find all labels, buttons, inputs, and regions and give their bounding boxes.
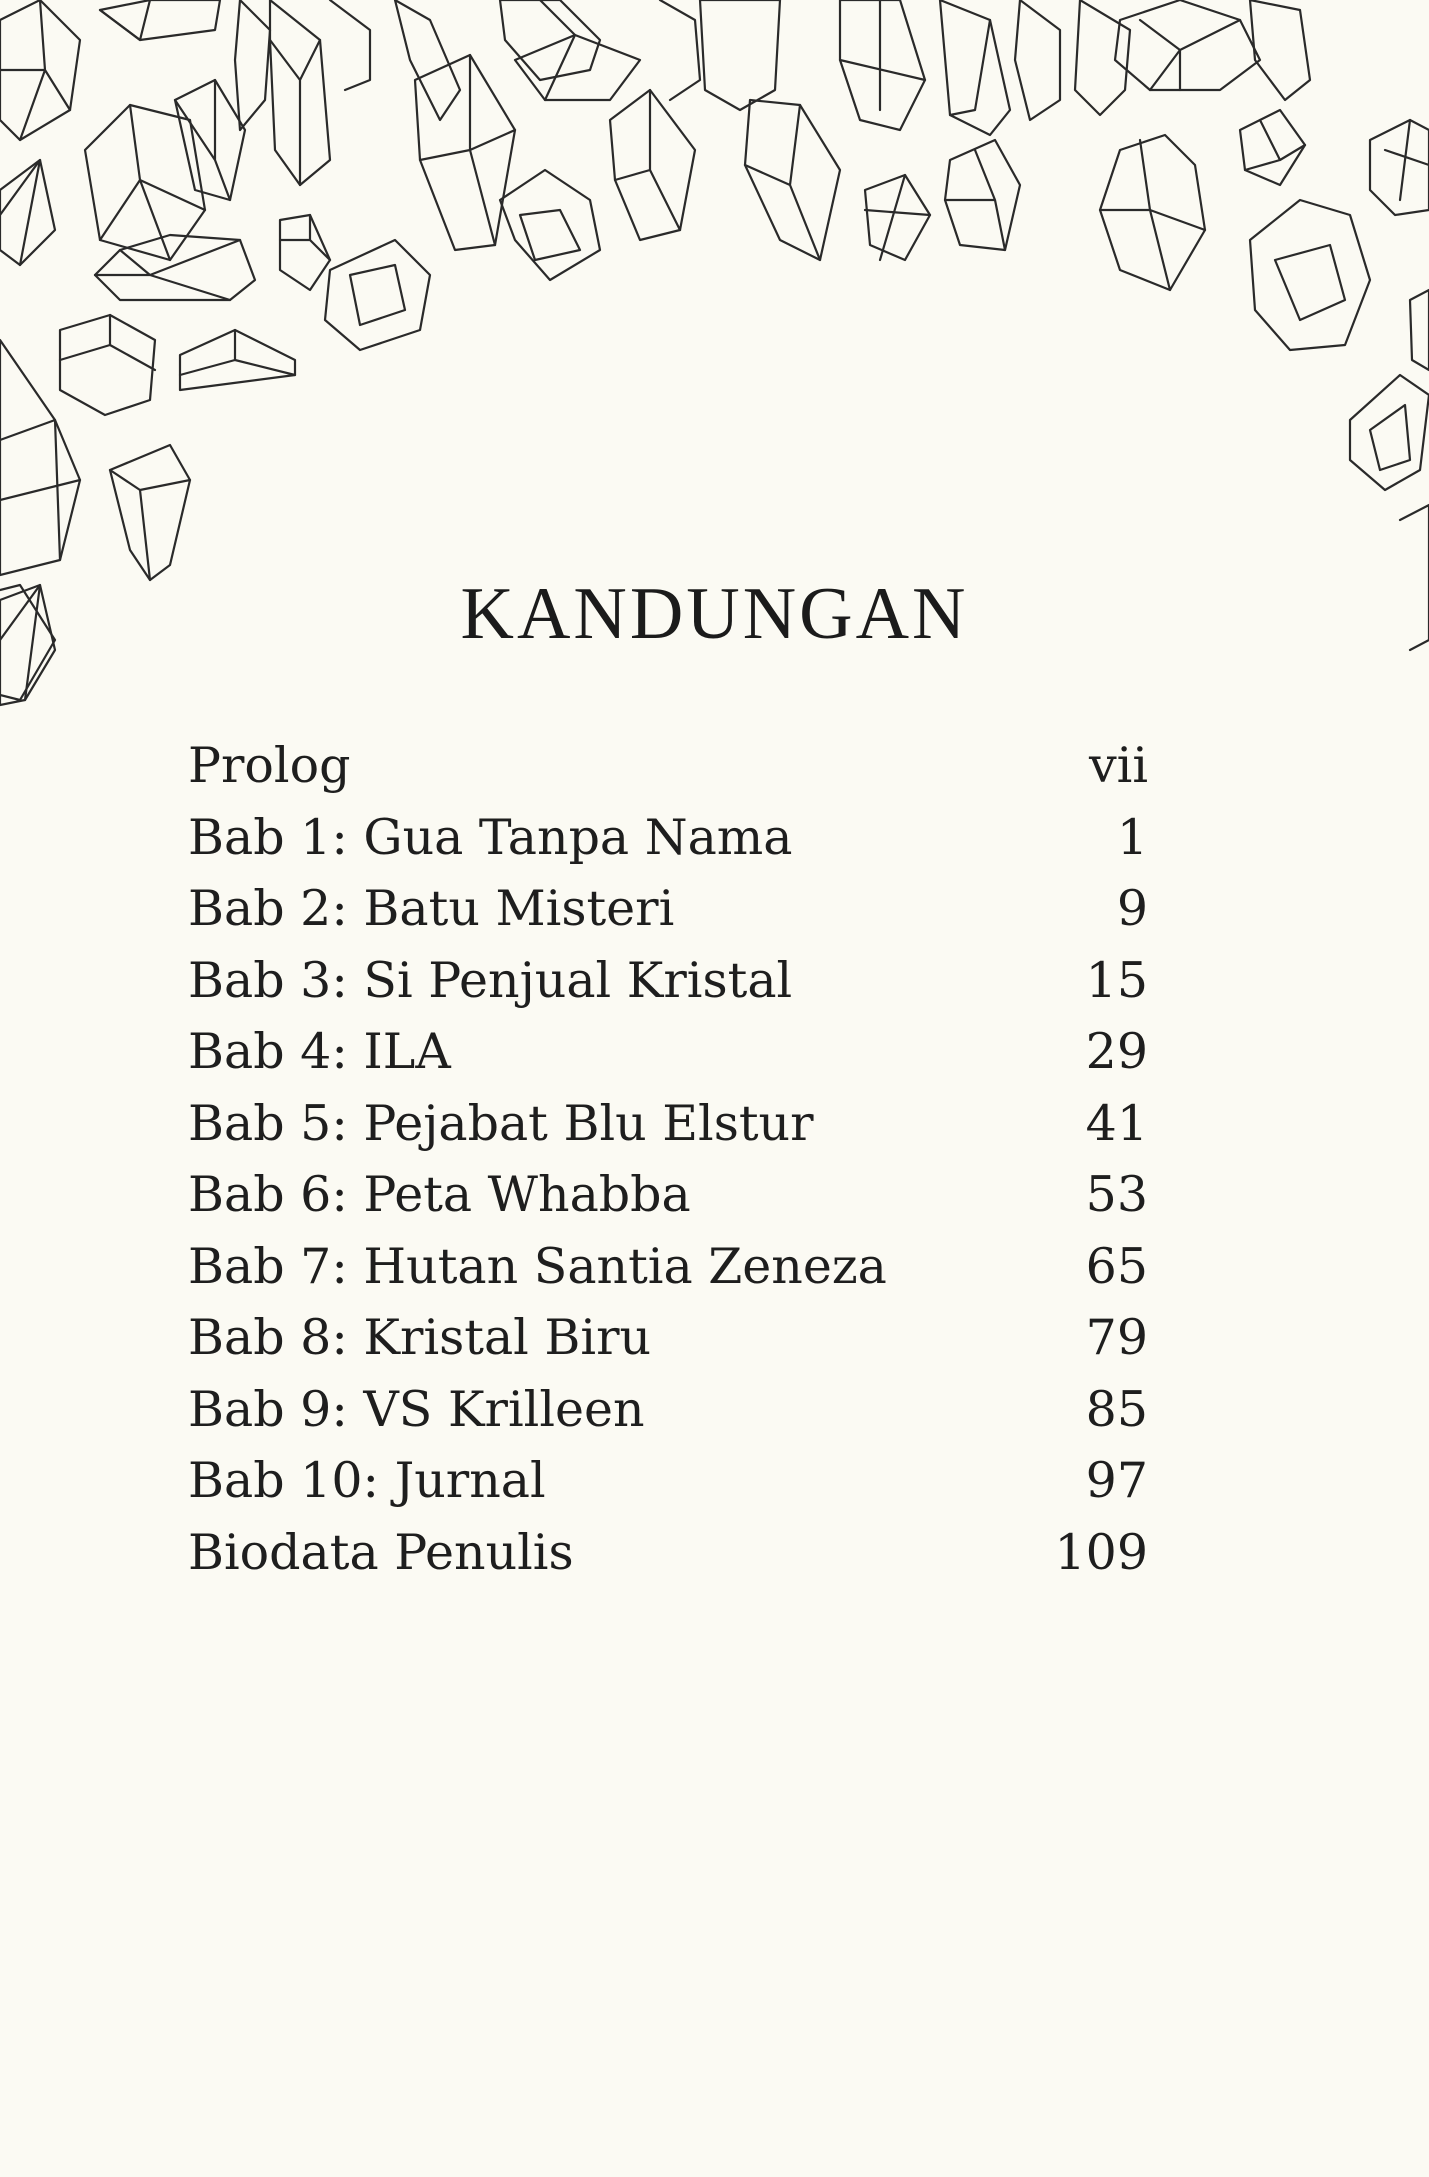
toc-entry[interactable]: [188, 1517, 1148, 1589]
table-of-contents: [188, 730, 1148, 1588]
toc-entry-title: Bab 4: ILA: [188, 1023, 451, 1080]
toc-entry[interactable]: [188, 1374, 1148, 1446]
toc-entry-title: Bab 8: Kristal Biru: [188, 1309, 652, 1366]
toc-entry[interactable]: [188, 1159, 1148, 1231]
toc-entry-page: 97: [1085, 1452, 1148, 1509]
toc-entry-page: vii: [1088, 737, 1148, 794]
toc-entry-title: Bab 1: Gua Tanpa Nama: [188, 808, 793, 866]
toc-entry[interactable]: [188, 1088, 1148, 1160]
toc-entry-page: 41: [1085, 1094, 1148, 1152]
page-title: KANDUNGAN: [460, 573, 969, 655]
toc-entry-page: 15: [1085, 951, 1148, 1009]
toc-entry-title: Bab 2: Batu Misteri: [188, 880, 675, 937]
toc-entry[interactable]: [188, 1016, 1148, 1088]
toc-entry-title: Bab 9: VS Krilleen: [188, 1380, 645, 1438]
toc-entry-page: 1: [1116, 808, 1148, 866]
toc-entry-title: Prolog: [188, 737, 351, 794]
toc-entry-page: 53: [1085, 1166, 1148, 1223]
toc-entry-title: Bab 5: Pejabat Blu Elstur: [188, 1094, 814, 1152]
toc-entry-page: 79: [1085, 1309, 1148, 1366]
toc-entry-page: 65: [1085, 1237, 1148, 1295]
toc-entry-page: 29: [1085, 1023, 1148, 1080]
toc-entry-title: Bab 3: Si Penjual Kristal: [188, 951, 793, 1009]
toc-entry[interactable]: [188, 730, 1148, 802]
toc-entry-page: 85: [1085, 1380, 1148, 1438]
toc-entry[interactable]: [188, 945, 1148, 1017]
toc-entry[interactable]: [188, 1445, 1148, 1517]
toc-entry-title: Bab 10: Jurnal: [188, 1452, 546, 1509]
toc-entry-page: 9: [1116, 880, 1148, 937]
toc-entry-title: Biodata Penulis: [188, 1523, 574, 1581]
toc-entry[interactable]: [188, 1231, 1148, 1303]
toc-entry[interactable]: [188, 1302, 1148, 1374]
toc-entry-title: Bab 6: Peta Whabba: [188, 1166, 691, 1223]
toc-entry-title: Bab 7: Hutan Santia Zeneza: [188, 1237, 887, 1295]
toc-entry-page: 109: [1054, 1523, 1148, 1581]
toc-entry[interactable]: [188, 873, 1148, 945]
toc-entry[interactable]: [188, 802, 1148, 874]
